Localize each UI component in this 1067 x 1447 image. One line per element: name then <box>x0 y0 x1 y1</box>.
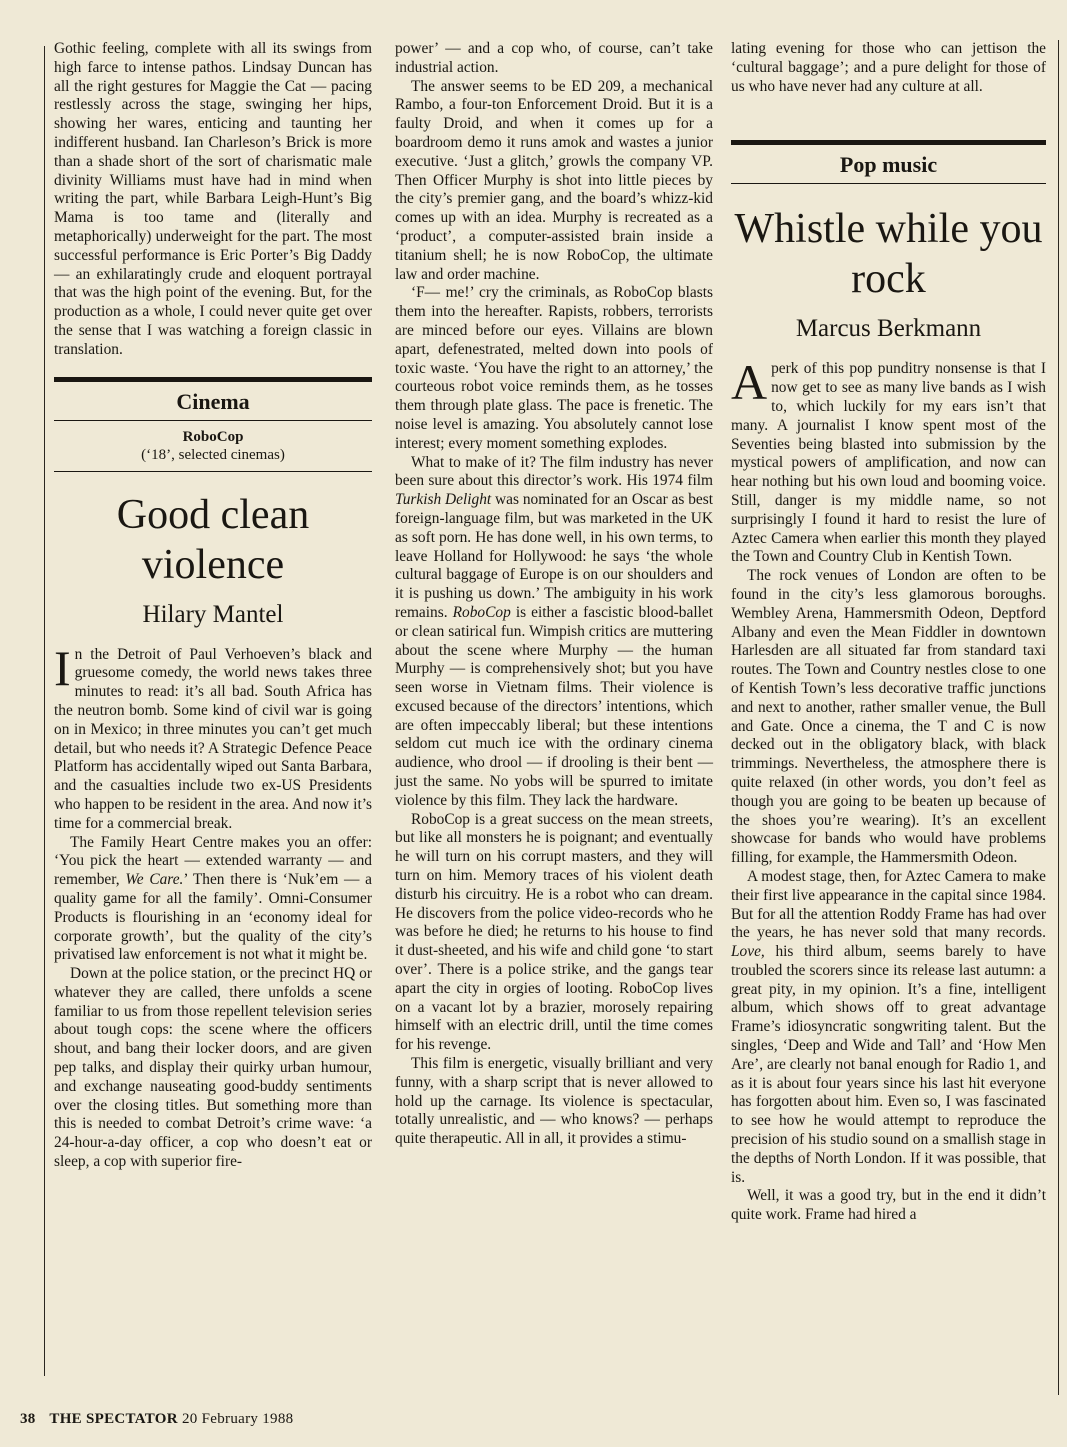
section-rule-thick <box>731 140 1046 145</box>
film-info: (‘18’, selected cinemas) <box>141 446 285 463</box>
issue-date: 20 February 1988 <box>181 1411 294 1427</box>
article-paragraph: A modest stage, then, for Aztec Camera to make their first live appearance in the capital since 1984. But for all the attention Roddy Frame has had over the years, he has never sold that many records. Love, his third album, seems barely to have troubled the scorers since its release last autumn: a great pity, in my opinion. It’s a fine, intelligent album, which shows off to great advantage Frame’s idiosyncratic songwriting talent. But the singles, ‘Deep and Wide and Tall’ and ‘How Men Are’, are clearly not banal enough for Radio 1, and as it is about four years since his last hit everyone has forgotten about him. Even so, I was fascinated to see how he would attempt to reproduce the precision of his studio sound on a smallish stage in the depths of North London. If it was possible, that is. <box>731 867 1046 1186</box>
article-paragraph: power’ — and a cop who, of course, can’t take industrial action. <box>395 40 713 76</box>
column-1 <box>54 40 372 1172</box>
column-3 <box>731 40 1046 1225</box>
section-rule-thick <box>54 377 372 382</box>
byline-pop-music: Marcus Berkmann <box>795 315 982 343</box>
article-paragraph: lating evening for those who can jettison the ‘cultural baggage’; and a pure delight for those of us who have never had any culture at all. <box>731 40 1046 95</box>
article-paragraph: Aperk of this pop punditry nonsense is that I now get to see as many live bands as I wish to, which luckily for my ears isn’t that many. A journalist I know spent most of the Seventies being blasted into submission by the mystical powers of amplification, and now can hear nothing but his own loud and booming voice. Still, danger is my middle name, so not surprisingly I found it hard to resist the lure of Aztec Camera when earlier this month they played the Town and Country Club in Kentish Town. <box>731 354 1046 566</box>
article-paragraph: Down at the police station, or the precinct HQ or whatever they are called, there unfolds a scene familiar to us from those repellent television series about tough cops: the scene where the officers shout, and bang their locker doors, and are given pep talks, and display their quirky urban humour, and exchange nauseating good-buddy sentiments over the closing titles. But something more than this is needed to combat Detroit’s crime wave: ‘a 24-hour-a-day officer, a cop who doesn’t eat or sleep, a cop with superior fire- <box>54 965 372 1171</box>
article-paragraph: In the Detroit of Paul Verhoeven’s black and gruesome comedy, the world news takes three minutes to read: it’s all bad. South Africa has the neutron bomb. Some kind of civil war is going on in Mexico; in three minutes you can’t get much detail, but who needs it? A Strategic Defence Peace Platform has accidentally wiped out Santa Barbara, and the casualties include two ex-US Presidents who happen to be resident in the area. And now it’s time for a commercial break. <box>54 639 372 832</box>
headline-pop-music: Whistle while you rock <box>734 206 1043 303</box>
page-footer <box>20 1411 293 1428</box>
page-number: 38 <box>20 1411 36 1427</box>
article-paragraph: The Family Heart Centre makes you an offer: ‘You pick the heart — extended warranty — and remember, We Care.’ Then there is ‘Nuk’em — a quality game for all the family’. Omni-Consumer Products is flourishing in an ‘economy ideal for corporate growth’, but the quality of the city’s privatised law enforcement is not what it might be. <box>54 833 372 964</box>
magazine-name: THE SPECTATOR <box>49 1411 178 1427</box>
byline-cinema: Hilary Mantel <box>142 600 284 628</box>
article-paragraph: This film is energetic, visually brilliant and very funny, with a sharp script that is never allowed to hold up the carnage. Its violence is spectacular, totally unrealistic, and — who knows? — perhaps quite therapeutic. All in all, it provides a stimu- <box>395 1055 713 1148</box>
drop-cap: A <box>731 354 768 411</box>
article-paragraph: The answer seems to be ED 209, a mechanical Rambo, a four-ton Enforcement Droid. But it is a faulty Droid, and when it comes up for a boardroom demo it runs amok and wastes a junior executive. ‘Just a glitch,’ growls the company VP. Then Officer Murphy is shot into little pieces by the city’s premier gang, and the board’s whizz-kid comes up with an idea. Murphy is recreated as a ‘product’, a computer-assisted brain inside a titanium shell; he is now RoboCop, the ultimate law and order machine. <box>395 77 713 283</box>
article-paragraph: The rock venues of London are often to be found in the city’s less glamorous boroughs. Wembley Arena, Hammersmith Odeon, Deptford Albany and even the Mean Fiddler in downtown Harlesden are all situated far from standard taxi routes. The Town and Country nestles close to one of Kentish Town’s less decorative traffic junctions and next to another, rather smaller venue, the Bull and Gate. Once a cinema, the T and C is now decked out in the obligatory black, with black trimmings. Nevertheless, the atmosphere there is quite relaxed (in other words, you don’t feel as though you are going to be beaten up because of the shoes you’re wearing). It’s an excellent showcase for bands who would have problems filling, for example, the Hammersmith Odeon. <box>731 567 1046 867</box>
column-divider-left <box>44 46 45 1376</box>
article-paragraph: What to make of it? The film industry has never been sure about this director’s work. His 1974 film Turkish Delight was nominated for an Oscar as best foreign-language film, but was marketed in the UK as soft porn. He has done well, in his own terms, to leave Holland for Hollywood: he says ‘the whole cultural baggage of Europe is on our shoulders and it is pushing us down.’ The ambiguity in his work remains. RoboCop is either a fascistic blood-ballet or clean satirical fun. Wimpish critics are muttering about the scene where Murphy — the human Murphy — is comprehensively shot; but you have seen worse in Vietnam films. Their violence is excused because of the directors’ intentions, which are often impeccably liberal; but these intentions seldom cut much ice with the ordinary cinema audience, who drool — if drooling is their bent — just the same. No yobs will be spurred to imitate violence by this film. They lack the hardware. <box>395 453 714 809</box>
section-rule-thin-bottom <box>54 471 372 472</box>
column-2 <box>395 40 713 1149</box>
drop-cap: I <box>54 639 71 696</box>
theatre-review-ending: Gothic feeling, complete with all its swings from high farce to intense pathos. Lindsay Duncan has all the right gestures for Maggie the Cat — pacing restlessly across the stage, swinging her hips, showing her wares, enticing and taunting her indifferent husband. Ian Charleson’s Brick is more than a shade short of the sort of charismatic male divinity Williams must have had in mind when writing the part, while Barbara Leigh-Hunt’s Big Mama is too tame and (literally and metaphorically) underweight for the part. The most successful performance is Eric Porter’s Big Daddy — an exhilaratingly crude and eloquent portrayal that was the high point of the evening. But, for the production as a whole, I could never quite get over the sense that I was watching a foreign classic in translation. <box>54 40 372 358</box>
article-paragraph: RoboCop is a great success on the mean streets, but like all monsters he is poignant; and eventually he will turn on his corrupt masters, and they will turn on him. Memory traces of his violent death disturb his circuitry. He is a robot who can dream. He discovers from the police video-records who he was before he died; he returns to his house to find it dust-sheeted, and his wife and child gone ‘to start over’. There is a police strike, and the gangs tear apart the city in orgies of looting. RoboCop lives on a vacant lot by a brazier, morosely repairing himself with an electric drill, until the time comes for his revenge. <box>395 810 713 1054</box>
section-rule-thin <box>731 183 1046 184</box>
column-divider-right <box>1058 40 1059 1395</box>
article-paragraph: ‘F— me!’ cry the criminals, as RoboCop blasts them into the hereafter. Rapists, robbers, terrorists are minced before our eyes. Villains are blown apart, defenestrated, melted down into pools of toxic waste. ‘You have the right to an attorney,’ the courteous robot voice reminds them, as he tosses them through plate glass. The pace is frenetic. The noise level is amazing. You absolutely cannot lose interest; every moment something explodes. <box>395 284 713 452</box>
section-rule-thin <box>54 420 372 421</box>
headline-cinema: Good clean violence <box>116 491 310 588</box>
article-paragraph: Well, it was a good try, but in the end it didn’t quite work. Frame had hired a <box>731 1187 1046 1224</box>
section-heading-cinema: Cinema <box>176 388 250 414</box>
film-title: RoboCop <box>182 428 244 445</box>
section-heading-pop-music: Pop music <box>839 152 938 178</box>
